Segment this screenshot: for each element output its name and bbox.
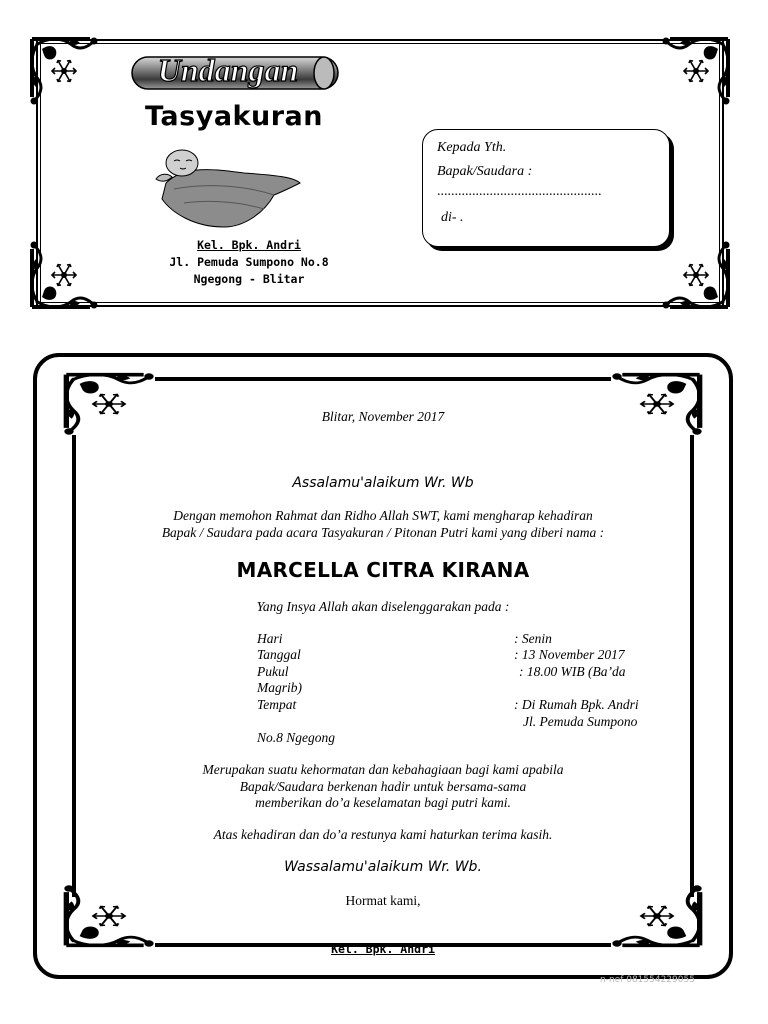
closing-line-2: Bapak/Saudara berkenan hadir untuk bersama-sama [239,779,527,794]
undangan-script: Undangan [157,52,299,88]
tempat-continuation: No.8 Ngegong [257,730,336,745]
child-name: MARCELLA CITRA KIRANA [236,558,530,582]
corner-ornament-icon [28,35,100,107]
corner-ornament-icon [609,371,705,437]
pukul-value: : 18.00 WIB (Ba’da [519,664,626,679]
recipient-box [422,129,670,247]
top-border [155,377,611,381]
undangan-banner [128,47,342,95]
farewell: Wassalamu'alaikum Wr. Wb. [284,859,482,875]
intro-line-2: Bapak / Saudara pada acara Tasyakuran / Pitonan Putri kami yang diberi nama : [161,525,605,540]
corner-ornament-icon [660,239,732,311]
envelope-card [28,35,732,311]
watermark: n-nef 081554229055 [600,975,695,985]
closing-line-3: memberikan do’a keselamatan bagi putri kami. [255,795,511,810]
envelope-sender [146,237,352,288]
closing-line-1: Merupakan suatu kehormatan dan kebahagiaan bagi kami apabila [202,762,564,777]
tanggal-label: Tanggal [257,647,301,662]
greeting: Assalamu'alaikum Wr. Wb [292,475,474,491]
corner-ornament-icon [61,371,157,437]
pukul-label: Pukul [257,664,289,679]
sender-family: Kel. Bpk. Andri [197,238,301,252]
intro-line-1: Dengan memohon Rahmat dan Ridho Allah SWT, kami mengharap kehadiran [173,508,593,523]
corner-ornament-icon [28,239,100,311]
tempat-value: : Di Rumah Bpk. Andri [514,697,639,712]
hari-value: : Senin [514,631,552,646]
recipient-to: Kepada Yth. [437,140,507,155]
hari-label: Hari [257,631,283,646]
sender-street: Jl. Pemuda Sumpono No.8 [169,255,329,269]
invitation-letter [33,353,733,979]
pukul-continuation: Magrib) [257,680,302,695]
tempat-label: Tempat [257,697,297,712]
regards: Hormat kami, [345,893,421,908]
recipient-di: di- . [441,210,464,225]
baby-illustration [144,143,304,231]
tempat-value-line-2: Jl. Pemuda Sumpono [523,714,638,729]
recipient-label: Bapak/Saudara : [437,164,533,179]
recipient-dots: ............................................... [437,184,602,199]
event-intro: Yang Insya Allah akan diselenggarakan pada : [256,599,510,614]
corner-ornament-icon [660,35,732,107]
sender-city: Ngegong - Blitar [193,272,305,286]
signer-name: Kel. Bpk. Andri [331,942,435,956]
thanks-line: Atas kehadiran dan do’a restunya kami haturkan terima kasih. [213,827,553,842]
place-date: Blitar, November 2017 [321,409,445,424]
envelope-title: Tasyakuran [145,101,323,132]
tanggal-value: : 13 November 2017 [514,647,625,662]
